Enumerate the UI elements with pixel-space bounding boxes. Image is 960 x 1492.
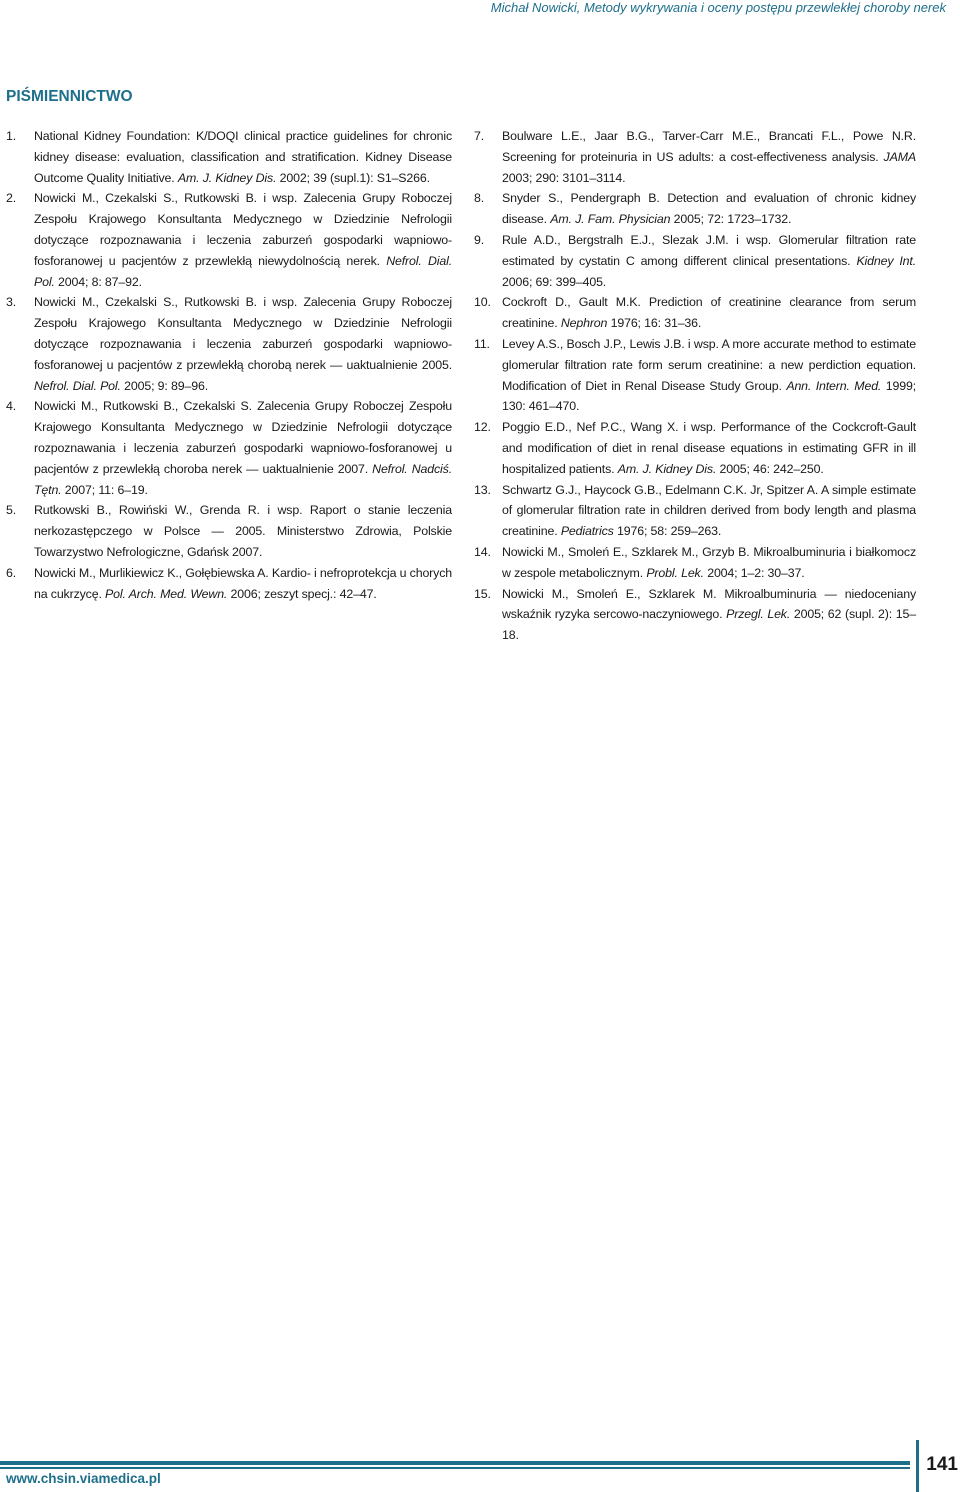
- reference-number: 13.: [474, 482, 491, 497]
- reference-number: 4.: [6, 399, 17, 414]
- reference-item: [474, 230, 916, 292]
- reference-item: [6, 292, 452, 396]
- reference-body: Schwartz G.J., Haycock G.B., Edelmann C.K. Jr, Spitzer A. A simple estimate of glomerular filtration rate in children derived from body length and plasma creatinine.: [502, 482, 916, 539]
- reference-text: [502, 292, 916, 334]
- reference-text: [502, 126, 916, 188]
- reference-citation: 2002; 39 (supl.1): S1–S266.: [276, 170, 430, 185]
- running-head-separator: ,: [576, 0, 584, 15]
- reference-body: Nowicki M., Rutkowski B., Czekalski S. Zalecenia Grupy Roboczej Zespołu Krajowego Konsultanta Medycznego w Dziedzinie Nefrologii dotyczące rozpoznawania i leczenia zaburzeń gospodarki wapniowo-fosforanowej u pacjentów z przewlekłą choroba nerek — uaktualnienie 2007.: [34, 399, 452, 476]
- reference-item: [6, 563, 452, 605]
- reference-body: Poggio E.D., Nef P.C., Wang X. i wsp. Performance of the Cockcroft-Gault and modification of diet in renal disease equations in estimating GFR in ill hospitalized patients.: [502, 420, 916, 476]
- reference-item: [474, 334, 916, 417]
- reference-body: Nowicki M., Czekalski S., Rutkowski B. i wsp. Zalecenia Grupy Roboczej Zespołu Krajowego Konsultanta Medycznego w Dziedzinie Nefrologii dotyczące rozpoznawania i leczenia zaburzeń gospodarki wapniowo-fosforanowej u pacjentów z przewlekłą chorobą nerek — uaktualnienie 2005.: [34, 295, 452, 372]
- reference-number: 6.: [6, 565, 17, 580]
- reference-number: 14.: [474, 544, 491, 559]
- reference-journal: Nephron: [560, 316, 608, 331]
- reference-journal: Kidney Int.: [856, 253, 916, 268]
- reference-body: Nowicki M., Smoleń E., Szklarek M., Grzyb B. Mikroalbuminuria i białkomocz w zespole metabolicznym.: [502, 544, 916, 580]
- footer-url: www.chsin.viamedica.pl: [6, 1471, 161, 1486]
- reference-text: [502, 542, 916, 584]
- reference-text: [34, 292, 452, 396]
- reference-citation: 2003; 290: 3101–3114.: [502, 170, 626, 185]
- reference-number: 3.: [6, 295, 17, 310]
- reference-citation: 2005; 46: 242–250.: [716, 461, 824, 476]
- reference-body: Rutkowski B., Rowiński W., Grenda R. i wsp. Raport o stanie leczenia nerkozastępczego w Polsce — 2005. Ministerstwo Zdrowia, Polskie Towarzystwo Nefrologiczne, Gdańsk 2007.: [34, 503, 452, 559]
- running-head-title: Metody wykrywania i oceny postępu przewlekłej choroby nerek: [583, 0, 946, 15]
- reference-item: [474, 542, 916, 584]
- reference-number: 2.: [6, 191, 17, 206]
- reference-text: [502, 230, 916, 292]
- reference-journal: Am. J. Fam. Physician: [550, 212, 671, 227]
- reference-citation: 1999; 130: 461–470.: [502, 378, 916, 414]
- reference-item: [6, 500, 452, 562]
- reference-journal: Nefrol. Dial. Pol.: [34, 378, 121, 393]
- reference-number: 12.: [474, 420, 491, 435]
- section-title: PIŚMIENNICTWO: [6, 88, 133, 105]
- reference-citation: 2005; 62 (supl. 2): 15–18.: [502, 607, 916, 643]
- reference-citation: 2004; 1–2: 30–37.: [703, 565, 805, 580]
- reference-number: 9.: [474, 232, 485, 247]
- reference-item: [474, 292, 916, 334]
- reference-body: Snyder S., Pendergraph B. Detection and evaluation of chronic kidney disease.: [502, 191, 916, 227]
- reference-citation: 1976; 58: 259–263.: [613, 524, 722, 539]
- reference-journal: Pediatrics: [560, 524, 614, 539]
- reference-citation: 2007; 11: 6–19.: [61, 482, 148, 497]
- footer-rule-thick: [0, 1461, 910, 1465]
- reference-text: [34, 396, 452, 500]
- reference-journal: Am. J. Kidney Dis.: [177, 170, 277, 185]
- reference-journal: Nefrol. Nadciś. Tętn.: [34, 461, 452, 497]
- reference-item: [474, 584, 916, 646]
- reference-text: [34, 126, 452, 188]
- reference-journal: Am. J. Kidney Dis.: [617, 461, 717, 476]
- reference-body: Cockroft D., Gault M.K. Prediction of creatinine clearance from serum creatinine.: [502, 295, 916, 331]
- reference-text: [34, 188, 452, 292]
- reference-citation: 2006; zeszyt specj.: 42–47.: [227, 586, 377, 601]
- reference-item: [474, 126, 916, 188]
- reference-body: Rule A.D., Bergstralh E.J., Slezak J.M. i wsp. Glomerular filtration rate estimated by cystatin C among different clinical presentations.: [502, 232, 916, 268]
- footer-vertical-rule: [916, 1440, 919, 1492]
- reference-body: National Kidney Foundation: K/DOQI clinical practice guidelines for chronic kidney disease: evaluation, classification and stratification. Kidney Disease Outcome Quality Initiative.: [34, 129, 452, 185]
- reference-number: 15.: [474, 586, 491, 601]
- reference-citation: 2005; 72: 1723–1732.: [670, 212, 792, 227]
- reference-text: [502, 584, 916, 646]
- reference-item: [6, 188, 452, 292]
- running-head-author: Michał Nowicki: [490, 0, 577, 15]
- reference-body: Nowicki M., Czekalski S., Rutkowski B. i wsp. Zalecenia Grupy Roboczej Zespołu Krajowego Konsultanta Medycznego w Dziedzinie Nefrologii dotyczące rozpoznawania i leczenia zaburzeń gospodarki wapniowo-fosforanowej u pacjentów z przewlekłą niewydolnością nerek.: [34, 191, 452, 268]
- references-right-column: [474, 126, 916, 646]
- reference-journal: Pol. Arch. Med. Wewn.: [105, 586, 228, 601]
- page-number: 141: [926, 1454, 958, 1475]
- reference-text: [502, 334, 916, 417]
- reference-citation: 2006; 69: 399–405.: [502, 274, 607, 289]
- references-left-column: [6, 126, 452, 604]
- reference-text: [502, 188, 916, 230]
- reference-item: [6, 396, 452, 500]
- reference-item: [6, 126, 452, 188]
- reference-text: [34, 563, 452, 605]
- reference-citation: 2005; 9: 89–96.: [120, 378, 208, 393]
- reference-text: [34, 500, 452, 562]
- reference-number: 7.: [474, 129, 485, 143]
- reference-journal: Nefrol. Dial. Pol.: [34, 253, 452, 289]
- reference-number: 1.: [6, 129, 17, 143]
- reference-text: [502, 480, 916, 542]
- reference-journal: Przegl. Lek.: [726, 607, 791, 622]
- reference-item: [474, 188, 916, 230]
- reference-journal: Probl. Lek.: [646, 565, 704, 580]
- reference-item: [474, 480, 916, 542]
- reference-number: 5.: [6, 503, 17, 518]
- reference-number: 8.: [474, 191, 485, 206]
- reference-journal: JAMA: [883, 149, 916, 164]
- reference-body: Nowicki M., Smoleń E., Szklarek M. Mikroalbuminuria — niedoceniany wskaźnik ryzyka sercowo-naczyniowego.: [502, 586, 916, 622]
- reference-body: Boulware L.E., Jaar B.G., Tarver-Carr M.E., Brancati F.L., Powe N.R. Screening for proteinuria in US adults: a cost-effectiveness analysis.: [502, 129, 916, 164]
- running-head: [491, 0, 946, 16]
- reference-number: 10.: [474, 295, 491, 310]
- reference-citation: 2004; 8: 87–92.: [54, 274, 142, 289]
- reference-journal: Ann. Intern. Med.: [786, 378, 882, 393]
- reference-body: Levey A.S., Bosch J.P., Lewis J.B. i wsp. A more accurate method to estimate glomerular filtration rate form serum creatinine: a new perdiction equation. Modification of Diet in Renal Disease Study Group.: [502, 336, 916, 393]
- reference-citation: 1976; 16: 31–36.: [607, 316, 702, 331]
- reference-body: Nowicki M., Murlikiewicz K., Gołębiewska A. Kardio- i nefroprotekcja u chorych na cukrzycę.: [34, 565, 452, 601]
- reference-text: [502, 417, 916, 479]
- footer-rule-thin: [0, 1467, 910, 1469]
- reference-number: 11.: [474, 336, 490, 351]
- reference-item: [474, 417, 916, 479]
